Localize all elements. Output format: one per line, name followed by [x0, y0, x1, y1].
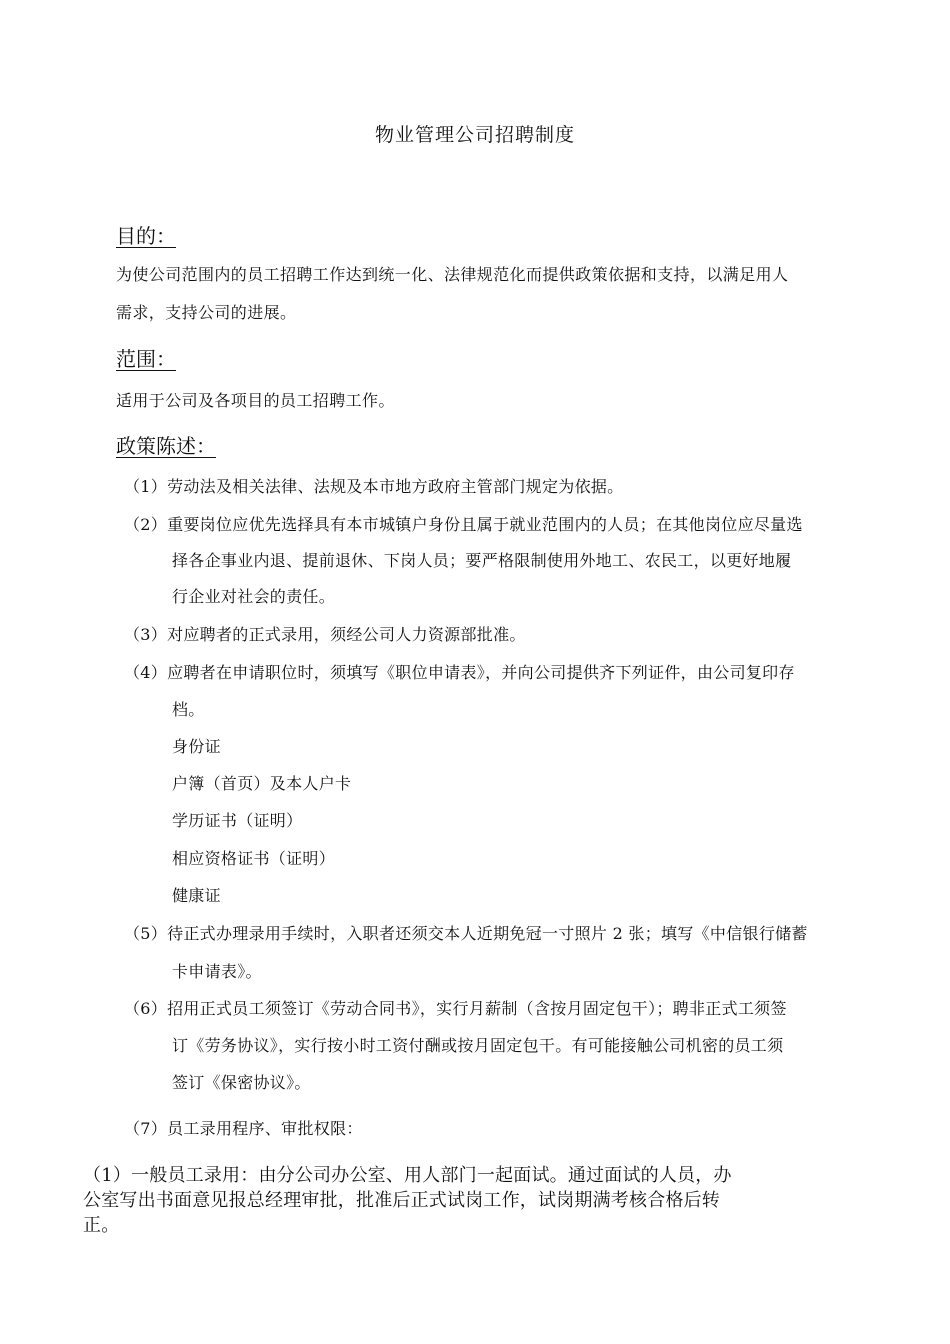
policy-item-4-line-1: （4）应聘者在申请职位时，须填写《职位申请表》，并向公司提供齐下列证件，由公司复印存 [124, 663, 795, 682]
policy-item-6-line-1: （6）招用正式员工须签订《劳动合同书》，实行月薪制（含按月固定包干）；聘非正式工须签 [124, 999, 787, 1018]
policy-item-2-line-2: 择各企事业内退、提前退休、下岗人员；要严格限制使用外地工、农民工，以更好地履 [172, 551, 792, 570]
required-document-id-card: 身份证 [172, 737, 221, 756]
sub-item-1-line-1: （1）一般员工录用：由分公司办公室、用人部门一起面试。通过面试的人员，办 [83, 1165, 732, 1186]
policy-item-6-line-3: 签订《保密协议》。 [172, 1073, 311, 1092]
purpose-heading: 目的： [116, 224, 176, 248]
scope-line-1: 适用于公司及各项目的员工招聘工作。 [116, 391, 395, 410]
policy-item-7: （7）员工录用程序、审批权限： [124, 1119, 363, 1138]
policy-item-5-line-2: 卡申请表》。 [172, 962, 262, 981]
required-document-household: 户簿（首页）及本人户卡 [172, 774, 352, 793]
policy-item-5-line-1: （5）待正式办理录用手续时，入职者还须交本人近期免冠一寸照片 2 张；填写《中信银行储蓄 [124, 924, 808, 943]
required-document-diploma: 学历证书（证明） [172, 811, 303, 830]
required-document-health: 健康证 [172, 886, 221, 905]
policy-item-2-line-1: （2）重要岗位应优先选择具有本市城镇户身份且属于就业范围内的人员；在其他岗位应尽量选 [124, 515, 803, 534]
document-title: 物业管理公司招聘制度 [374, 124, 575, 146]
purpose-line-1: 为使公司范围内的员工招聘工作达到统一化、法律规范化而提供政策依据和支持，以满足用人 [116, 265, 789, 284]
policy-item-3: （3）对应聘者的正式录用，须经公司人力资源部批准。 [124, 625, 526, 644]
required-document-qualification: 相应资格证书（证明） [172, 849, 336, 868]
policy-heading: 政策陈述： [116, 434, 216, 458]
purpose-line-2: 需求，支持公司的进展。 [116, 303, 297, 322]
scope-heading: 范围： [116, 347, 176, 371]
sub-item-1-line-2: 公室写出书面意见报总经理审批，批准后正式试岗工作，试岗期满考核合格后转 [83, 1190, 720, 1211]
policy-item-6-line-2: 订《劳务协议》，实行按小时工资付酬或按月固定包干。有可能接触公司机密的员工须 [172, 1036, 784, 1055]
policy-item-1: （1）劳动法及相关法律、法规及本市地方政府主管部门规定为依据。 [124, 477, 624, 496]
sub-item-1-line-3: 正。 [83, 1215, 120, 1236]
policy-item-2-line-3: 行企业对社会的责任。 [172, 587, 336, 606]
policy-item-4-line-2: 档。 [172, 700, 205, 719]
